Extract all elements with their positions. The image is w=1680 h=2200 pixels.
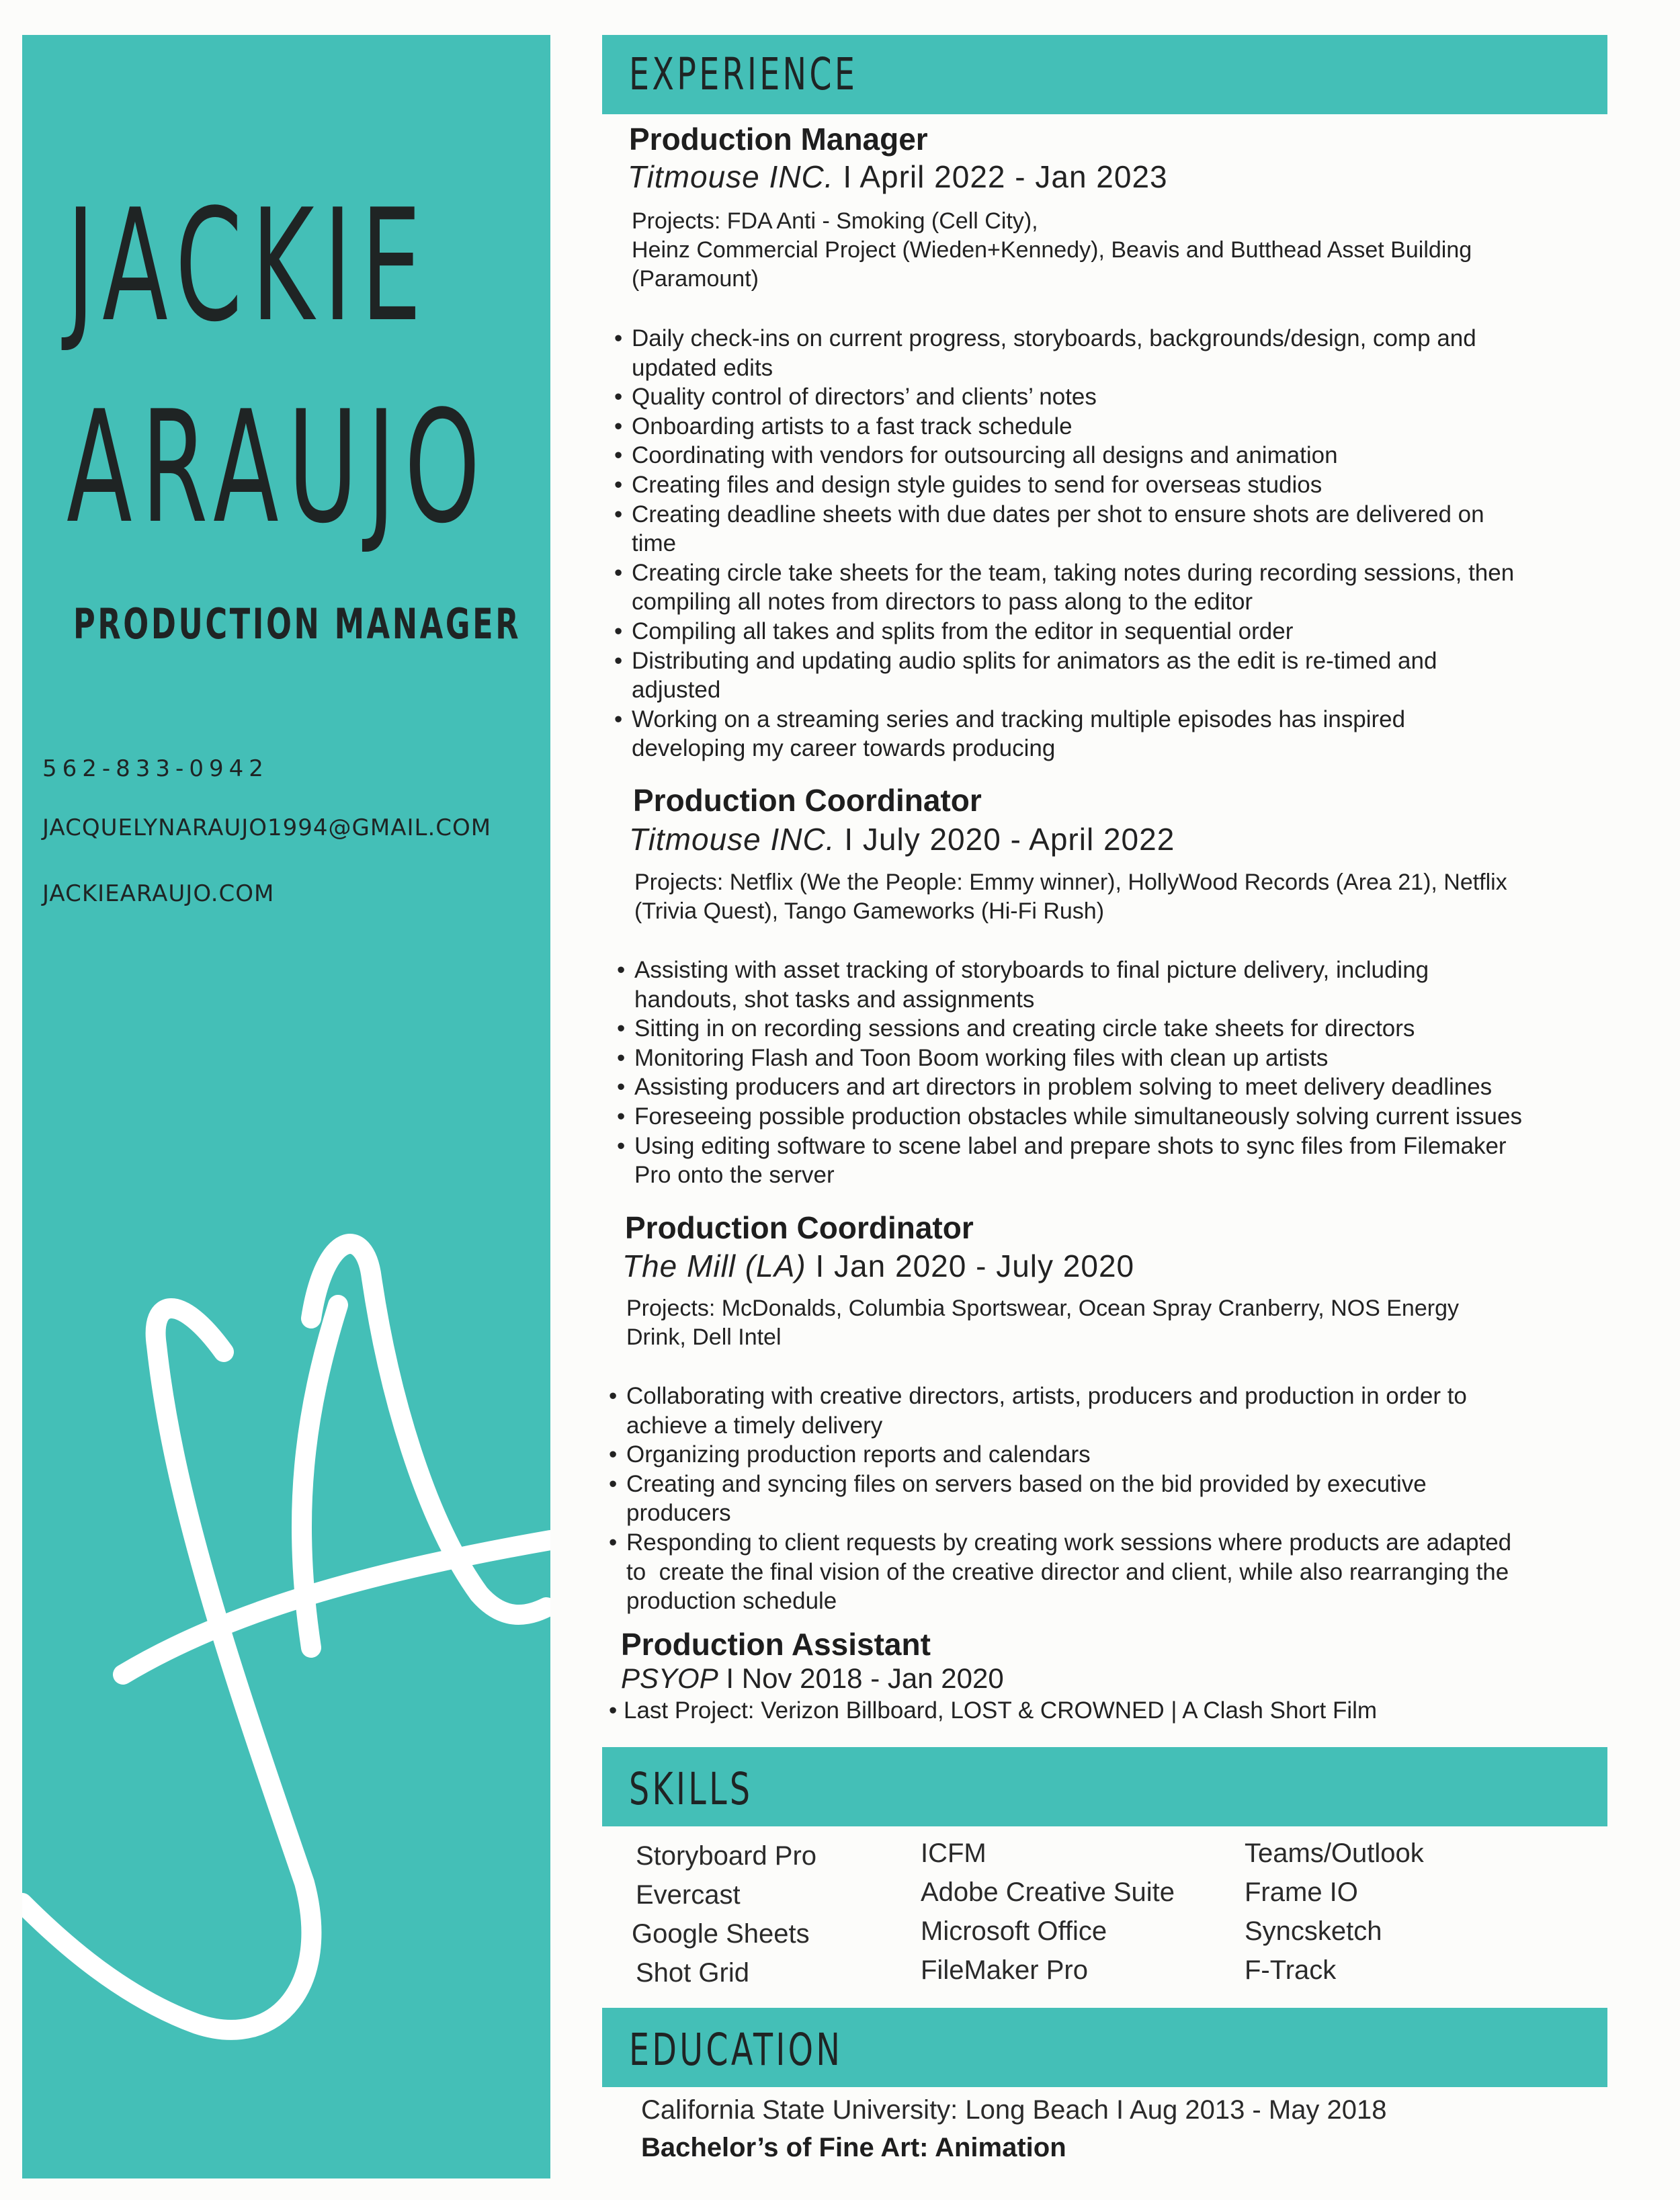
list-item: • Assisting producers and art directors in problem solving to meet delivery deadlines <box>617 1072 1522 1102</box>
job-bullets-3 <box>609 1382 1511 1616</box>
list-item: • Assisting with asset tracking of storyboards to final picture delivery, including handouts, shot tasks and assignments <box>617 956 1522 1014</box>
job-title-4: Production Assistant <box>621 1627 931 1662</box>
company-name: PSYOP <box>621 1662 718 1694</box>
education-school: California State University: Long Beach I Aug 2013 - May 2018 <box>641 2095 1387 2125</box>
list-item: • Quality control of directors’ and clients’ notes <box>614 382 1514 412</box>
job-projects-1: Projects: FDA Anti - Smoking (Cell City), Heinz Commercial Project (Wieden+Kennedy), Beavis and Butthead Asset Building (Paramount) <box>632 208 1472 292</box>
job-title-1: Production Manager <box>629 122 928 157</box>
job-projects-3: Projects: McDonalds, Columbia Sportswear, Ocean Spray Cranberry, NOS Energy Drink, Dell Intel <box>626 1296 1459 1350</box>
website-link[interactable]: JACKIEARAUJO.COM <box>42 880 275 907</box>
experience-heading: EXPERIENCE <box>629 48 858 100</box>
list-item: • Onboarding artists to a fast track schedule <box>614 412 1514 441</box>
list-item: • Creating circle take sheets for the team, taking notes during recording sessions, then compiling all notes from directors to pass along to the editor <box>614 558 1514 617</box>
phone-number[interactable]: 562-833-0942 <box>42 755 269 782</box>
list-item: • Working on a streaming series and tracking multiple episodes has inspired developing my career towards producing <box>614 705 1514 763</box>
job-company-line-3 <box>622 1248 1134 1284</box>
list-item: • Distributing and updating audio splits for animators as the edit is re-timed and adjusted <box>614 646 1514 705</box>
experience-header <box>602 35 1607 114</box>
skill-item: Storyboard Pro <box>636 1841 817 1871</box>
list-item: • Creating deadline sheets with due dates per shot to ensure shots are delivered on time <box>614 500 1514 558</box>
list-item: • Using editing software to scene label and prepare shots to sync files from Filemaker Pro onto the server <box>617 1132 1522 1190</box>
education-degree: Bachelor’s of Fine Art: Animation <box>641 2133 1066 2162</box>
skill-item: Shot Grid <box>636 1958 749 1988</box>
list-item: • Coordinating with vendors for outsourcing all designs and animation <box>614 441 1514 470</box>
job-title-3: Production Coordinator <box>625 1210 974 1245</box>
skill-item: F-Track <box>1245 1955 1337 1985</box>
job-title-2: Production Coordinator <box>633 783 982 818</box>
job-projects-2: Projects: Netflix (We the People: Emmy winner), HollyWood Records (Area 21), Netflix (Trivia Quest), Tango Gameworks (Hi-Fi Rush) <box>634 870 1507 924</box>
company-name: The Mill (LA) <box>622 1249 806 1283</box>
job-company-line-2 <box>629 821 1175 857</box>
company-name: Titmouse INC. <box>629 822 835 857</box>
skill-item: Adobe Creative Suite <box>921 1877 1175 1907</box>
skills-heading: SKILLS <box>629 1763 753 1815</box>
list-item: • Daily check-ins on current progress, storyboards, backgrounds/design, comp and updated edits <box>614 324 1514 382</box>
list-item: • Foreseeing possible production obstacles while simultaneously solving current issues <box>617 1102 1522 1132</box>
job-title: PRODUCTION MANAGER <box>73 599 521 648</box>
list-item: • Organizing production reports and calendars <box>609 1440 1511 1470</box>
skill-item: FileMaker Pro <box>921 1955 1088 1985</box>
company-name: Titmouse INC. <box>628 159 834 194</box>
list-item: • Sitting in on recording sessions and creating circle take sheets for directors <box>617 1014 1522 1044</box>
education-header <box>602 2008 1607 2087</box>
skill-item: Microsoft Office <box>921 1916 1107 1946</box>
job-company-line-1 <box>628 159 1168 195</box>
sidebar <box>22 35 550 2178</box>
first-name: JACKIE <box>67 177 431 356</box>
skill-item: ICFM <box>921 1838 986 1868</box>
job-dates: I July 2020 - April 2022 <box>835 822 1175 857</box>
list-item: • Creating and syncing files on servers based on the bid provided by executive producers <box>609 1470 1511 1528</box>
list-item: • Monitoring Flash and Toon Boom working files with clean up artists <box>617 1044 1522 1073</box>
last-name: ARAUJO <box>67 378 489 558</box>
job-bullets-4 <box>609 1696 1377 1726</box>
skill-item: Google Sheets <box>632 1919 810 1949</box>
job-bullets-2 <box>617 956 1522 1190</box>
list-item: • Creating files and design style guides to send for overseas studios <box>614 470 1514 500</box>
job-dates: I April 2022 - Jan 2023 <box>833 159 1168 194</box>
list-item: • Responding to client requests by creating work sessions where products are adapted to create the final vision of the creative director and client, while also rearranging the production schedule <box>609 1528 1511 1616</box>
list-item: • Last Project: Verizon Billboard, LOST & CROWNED | A Clash Short Film <box>609 1696 1377 1726</box>
job-dates: I Jan 2020 - July 2020 <box>806 1249 1135 1283</box>
education-heading: EDUCATION <box>629 2024 843 2076</box>
email-link[interactable]: JACQUELYNARAUJO1994@GMAIL.COM <box>42 814 492 841</box>
skill-item: Syncsketch <box>1245 1916 1382 1946</box>
job-company-line-4 <box>621 1662 1004 1695</box>
list-item: • Collaborating with creative directors, artists, producers and production in order to achieve a timely delivery <box>609 1382 1511 1440</box>
job-bullets-1 <box>614 324 1514 763</box>
skill-item: Frame IO <box>1245 1877 1358 1907</box>
list-item: • Compiling all takes and splits from the editor in sequential order <box>614 617 1514 646</box>
ja-monogram-icon <box>22 35 550 2178</box>
skill-item: Evercast <box>636 1880 741 1910</box>
job-dates: I Nov 2018 - Jan 2020 <box>718 1662 1004 1694</box>
skill-item: Teams/Outlook <box>1245 1838 1424 1868</box>
skills-header <box>602 1747 1607 1826</box>
